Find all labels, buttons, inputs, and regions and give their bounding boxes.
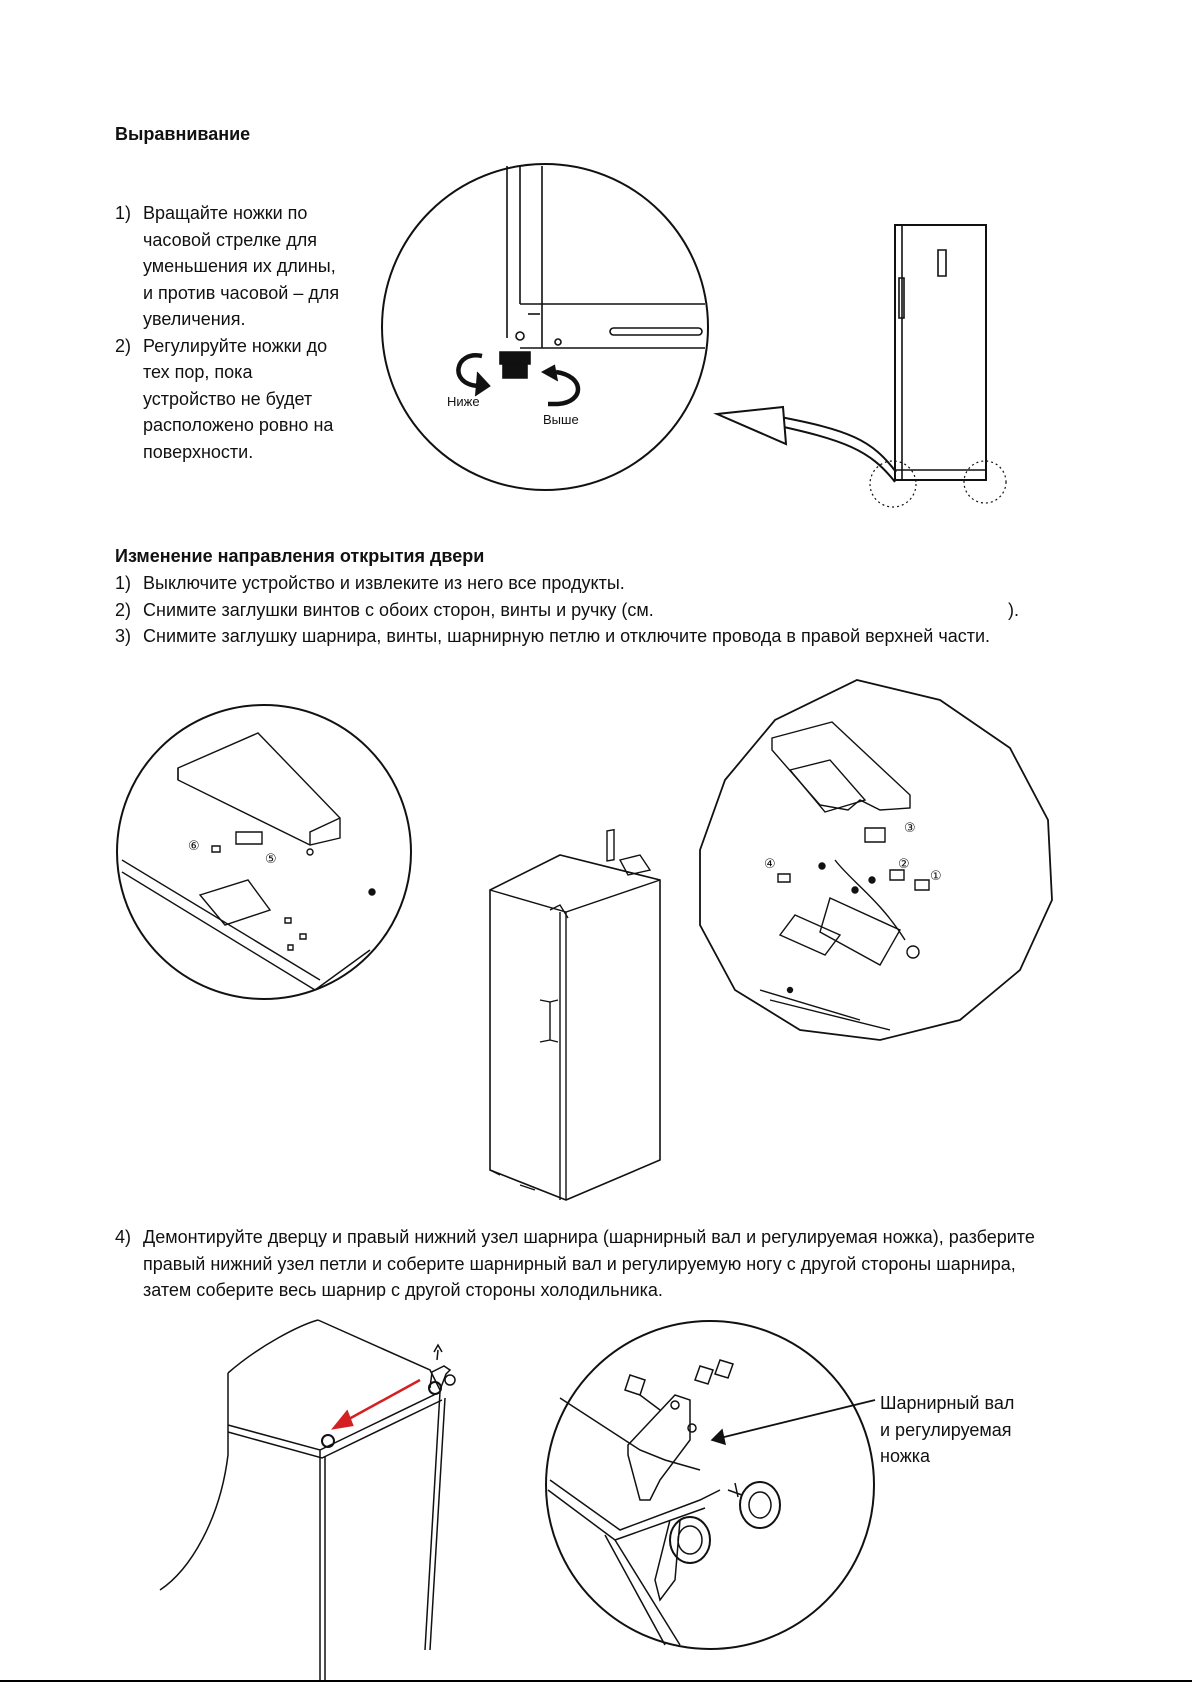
leveling-step-2: 2) Регулируйте ножки до тех пор, пока устройство не будет расположено ровно на поверхности. (115, 335, 334, 462)
callout-5: ⑤ (265, 851, 277, 866)
callout-3: ③ (904, 820, 916, 835)
door-step-1: 1) Выключите устройство и извлеките из него все продукты. (115, 573, 625, 593)
door-step-3: 3) Снимите заглушку шарнира, винты, шарнирную петлю и отключите провода в правой верхней части. (115, 626, 991, 646)
higher-label: Выше (543, 412, 579, 427)
hinge-label: Шарнирный вал и регулируемая ножка (880, 1393, 1015, 1466)
door-step-4: 4) Демонтируйте дверцу и правый нижний узел шарнира (шарнирный вал и регулируемая ножка), разберите правый нижний узел петли и соберите шарнирный вал и регулируемую ногу с другой стороны шарнира, затем соберите весь шарнир с другой стороны холодильника. (115, 1227, 1035, 1300)
callout-4: ④ (764, 856, 776, 871)
leveling-step-1: 1) Вращайте ножки по часовой стрелке для уменьшения их длины, и против часовой – для увеличения. (115, 203, 340, 329)
door-step-2: 2) Снимите заглушки винтов с обоих сторон, винты и ручку (см. ). (115, 599, 1019, 620)
callout-6: ⑥ (188, 838, 200, 853)
door-heading: Изменение направления открытия двери (115, 546, 485, 566)
lower-label: Ниже (447, 394, 480, 409)
callout-2: ② (898, 856, 910, 871)
leveling-heading: Выравнивание (115, 124, 251, 144)
callout-1: ① (930, 868, 942, 883)
bottom-rule (0, 1680, 1192, 1682)
